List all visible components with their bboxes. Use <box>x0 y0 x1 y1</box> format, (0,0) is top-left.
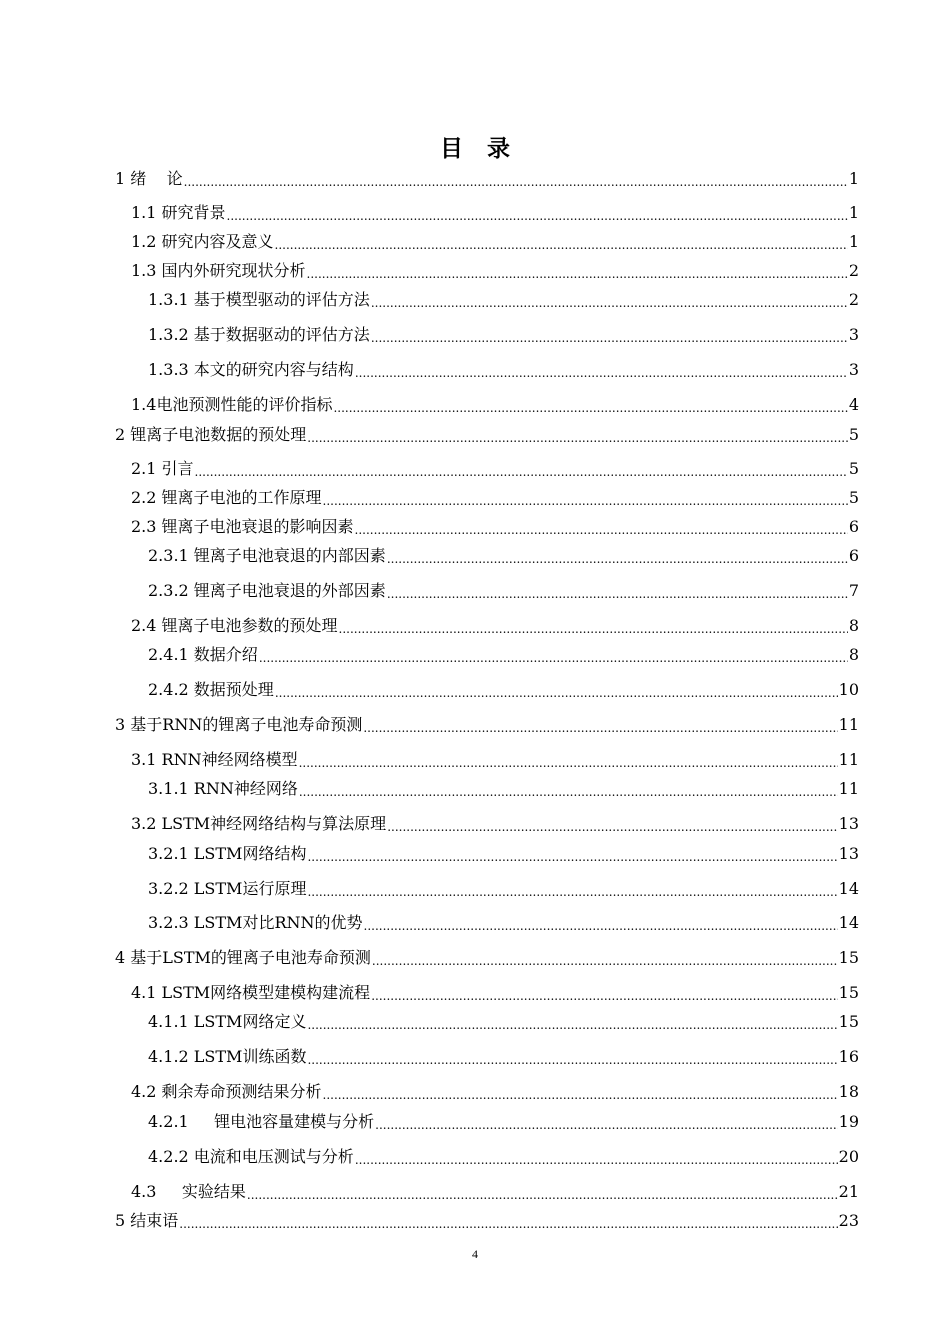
toc-entry-label: 1.3.3 本文的研究内容与结构 <box>148 360 354 379</box>
toc-entry-label: 4.1.1 LSTM网络定义 <box>148 1012 307 1031</box>
toc-entry-label: 1.1 研究背景 <box>131 203 226 222</box>
toc-entry-label: 2.3.2 锂离子电池衰退的外部因素 <box>148 581 386 600</box>
toc-entry[interactable] <box>148 579 859 601</box>
toc-entry-label: 2.3 锂离子电池衰退的影响因素 <box>131 517 354 536</box>
toc-entry-label: 4.2.1 锂电池容量建模与分析 <box>148 1112 375 1131</box>
toc-entry-page: 19 <box>838 1112 859 1131</box>
toc-entry-label: 5 结束语 <box>115 1211 179 1230</box>
toc-title: 目录 <box>440 136 534 162</box>
toc-entry-page: 11 <box>838 715 859 734</box>
toc-entry-page: 4 <box>848 395 859 414</box>
toc-entry-label: 1.3.1 基于模型驱动的评估方法 <box>148 290 370 309</box>
toc-leader-dots <box>355 366 848 380</box>
toc-entry[interactable] <box>131 748 859 770</box>
toc-leader-dots <box>363 721 837 735</box>
toc-leader-dots <box>247 1188 838 1202</box>
toc-entry-page: 5 <box>848 488 859 507</box>
toc-entry[interactable] <box>131 1080 859 1102</box>
toc-leader-dots <box>307 1018 837 1032</box>
toc-leader-dots <box>307 267 848 281</box>
toc-entry[interactable] <box>115 713 859 735</box>
toc-entry-label: 3.2.3 LSTM对比RNN的优势 <box>148 913 363 932</box>
toc-entry-page: 21 <box>838 1182 859 1201</box>
toc-leader-dots <box>371 296 848 310</box>
toc-entry[interactable] <box>131 981 859 1003</box>
toc-entry[interactable] <box>131 230 859 252</box>
toc-entry-label: 2 锂离子电池数据的预处理 <box>115 425 307 444</box>
toc-leader-dots <box>339 622 848 636</box>
toc-entry[interactable] <box>131 812 859 834</box>
toc-leader-dots <box>323 494 848 508</box>
toc-leader-dots <box>299 785 838 799</box>
toc-entry-label: 4.1 LSTM网络模型建模构建流程 <box>131 983 371 1002</box>
toc-entry[interactable] <box>148 1110 859 1132</box>
toc-entry-label: 1.4电池预测性能的评价指标 <box>131 395 333 414</box>
toc-leader-dots <box>275 686 838 700</box>
toc-entry-page: 3 <box>848 325 859 344</box>
toc-leader-dots <box>179 1217 837 1231</box>
toc-leader-dots <box>323 1088 838 1102</box>
toc-entry-page: 13 <box>838 844 859 863</box>
toc-entry-label: 2.4.1 数据介绍 <box>148 645 258 664</box>
toc-leader-dots <box>333 401 847 415</box>
toc-entry-page: 1 <box>848 203 859 222</box>
toc-entry-page: 6 <box>848 546 859 565</box>
toc-entry-page: 14 <box>838 913 859 932</box>
toc-entry-page: 16 <box>838 1047 859 1066</box>
toc-entry-label: 1 绪 论 <box>115 169 183 188</box>
toc-entry-page: 1 <box>848 169 859 188</box>
toc-entry-page: 23 <box>838 1211 859 1230</box>
toc-leader-dots <box>307 885 837 899</box>
toc-leader-dots <box>371 989 837 1003</box>
toc-entry[interactable] <box>148 877 859 899</box>
toc-entry-page: 11 <box>838 750 859 769</box>
toc-entry-label: 4.2.2 电流和电压测试与分析 <box>148 1147 354 1166</box>
toc-entry[interactable] <box>148 1145 859 1167</box>
toc-leader-dots <box>307 850 837 864</box>
toc-entry-label: 2.4.2 数据预处理 <box>148 680 274 699</box>
toc-entry[interactable] <box>148 323 859 345</box>
toc-entry-page: 8 <box>848 616 859 635</box>
toc-entry-page: 5 <box>848 459 859 478</box>
toc-entry[interactable] <box>148 842 859 864</box>
toc-entry-page: 6 <box>848 517 859 536</box>
toc-entry-label: 2.4 锂离子电池参数的预处理 <box>131 616 338 635</box>
toc-leader-dots <box>195 465 848 479</box>
toc-entry-label: 2.1 引言 <box>131 459 194 478</box>
toc-leader-dots <box>355 523 848 537</box>
toc-leader-dots <box>387 552 848 566</box>
toc-entry-page: 2 <box>848 290 859 309</box>
toc-entry[interactable] <box>131 486 859 508</box>
toc-entry[interactable] <box>148 1045 859 1067</box>
toc-entry-page: 18 <box>838 1082 859 1101</box>
toc-entry[interactable] <box>131 393 859 415</box>
toc-entry[interactable] <box>148 544 859 566</box>
toc-entry-label: 2.3.1 锂离子电池衰退的内部因素 <box>148 546 386 565</box>
toc-leader-dots <box>184 175 848 189</box>
toc-leader-dots <box>371 331 848 345</box>
toc-entry-page: 5 <box>848 425 859 444</box>
toc-leader-dots <box>299 756 838 770</box>
toc-entry[interactable] <box>148 911 859 933</box>
toc-leader-dots <box>227 209 848 223</box>
page-number: 4 <box>472 1247 478 1261</box>
toc-entry-label: 1.3.2 基于数据驱动的评估方法 <box>148 325 370 344</box>
toc-entry-page: 11 <box>838 779 859 798</box>
toc-entry[interactable] <box>148 1010 859 1032</box>
toc-entry[interactable] <box>131 201 859 223</box>
toc-entry-page: 15 <box>838 983 859 1002</box>
toc-entry[interactable] <box>115 423 859 445</box>
toc-entry-label: 3.2 LSTM神经网络结构与算法原理 <box>131 814 387 833</box>
toc-entry[interactable] <box>115 946 859 968</box>
toc-entry[interactable] <box>148 777 859 799</box>
toc-entry-label: 4.3 实验结果 <box>131 1182 246 1201</box>
toc-entry[interactable] <box>131 259 859 281</box>
toc-leader-dots <box>372 954 838 968</box>
toc-entry-page: 3 <box>848 360 859 379</box>
toc-entry-label: 1.2 研究内容及意义 <box>131 232 274 251</box>
toc-entry-label: 4 基于LSTM的锂离子电池寿命预测 <box>115 948 371 967</box>
toc-entry[interactable] <box>148 643 859 665</box>
toc-entry-label: 3.2.2 LSTM运行原理 <box>148 879 307 898</box>
toc-entry-label: 3.1 RNN神经网络模型 <box>131 750 298 769</box>
toc-leader-dots <box>355 1153 838 1167</box>
toc-leader-dots <box>307 431 848 445</box>
toc-entry-label: 4.1.2 LSTM训练函数 <box>148 1047 307 1066</box>
toc-entry-page: 20 <box>838 1147 859 1166</box>
toc-entry-page: 1 <box>848 232 859 251</box>
toc-leader-dots <box>307 1053 837 1067</box>
toc-entry-label: 1.3 国内外研究现状分析 <box>131 261 306 280</box>
toc-entry-page: 15 <box>838 948 859 967</box>
toc-entry-page: 15 <box>838 1012 859 1031</box>
toc-entry-label: 2.2 锂离子电池的工作原理 <box>131 488 322 507</box>
toc-entry-page: 13 <box>838 814 859 833</box>
toc-entry[interactable] <box>131 457 859 479</box>
toc-entry-page: 7 <box>848 581 859 600</box>
toc-entry[interactable] <box>131 1180 859 1202</box>
toc-leader-dots <box>259 651 848 665</box>
toc-leader-dots <box>364 919 838 933</box>
toc-entry[interactable] <box>115 167 859 189</box>
toc-entry-label: 3 基于RNN的锂离子电池寿命预测 <box>115 715 363 734</box>
toc-entry[interactable] <box>148 358 859 380</box>
toc-entry[interactable] <box>115 1209 859 1231</box>
toc-entry-page: 2 <box>848 261 859 280</box>
toc-leader-dots <box>387 820 837 834</box>
toc-entry-label: 4.2 剩余寿命预测结果分析 <box>131 1082 322 1101</box>
toc-leader-dots <box>275 238 848 252</box>
toc-entry[interactable] <box>131 614 859 636</box>
toc-entry[interactable] <box>148 678 859 700</box>
toc-entry[interactable] <box>148 288 859 310</box>
toc-entry-page: 10 <box>838 680 859 699</box>
toc-entry-page: 8 <box>848 645 859 664</box>
toc-entry-label: 3.2.1 LSTM网络结构 <box>148 844 307 863</box>
toc-leader-dots <box>375 1118 837 1132</box>
toc-entry[interactable] <box>131 515 859 537</box>
toc-entry-label: 3.1.1 RNN神经网络 <box>148 779 298 798</box>
toc-entry-page: 14 <box>838 879 859 898</box>
toc-leader-dots <box>387 587 848 601</box>
